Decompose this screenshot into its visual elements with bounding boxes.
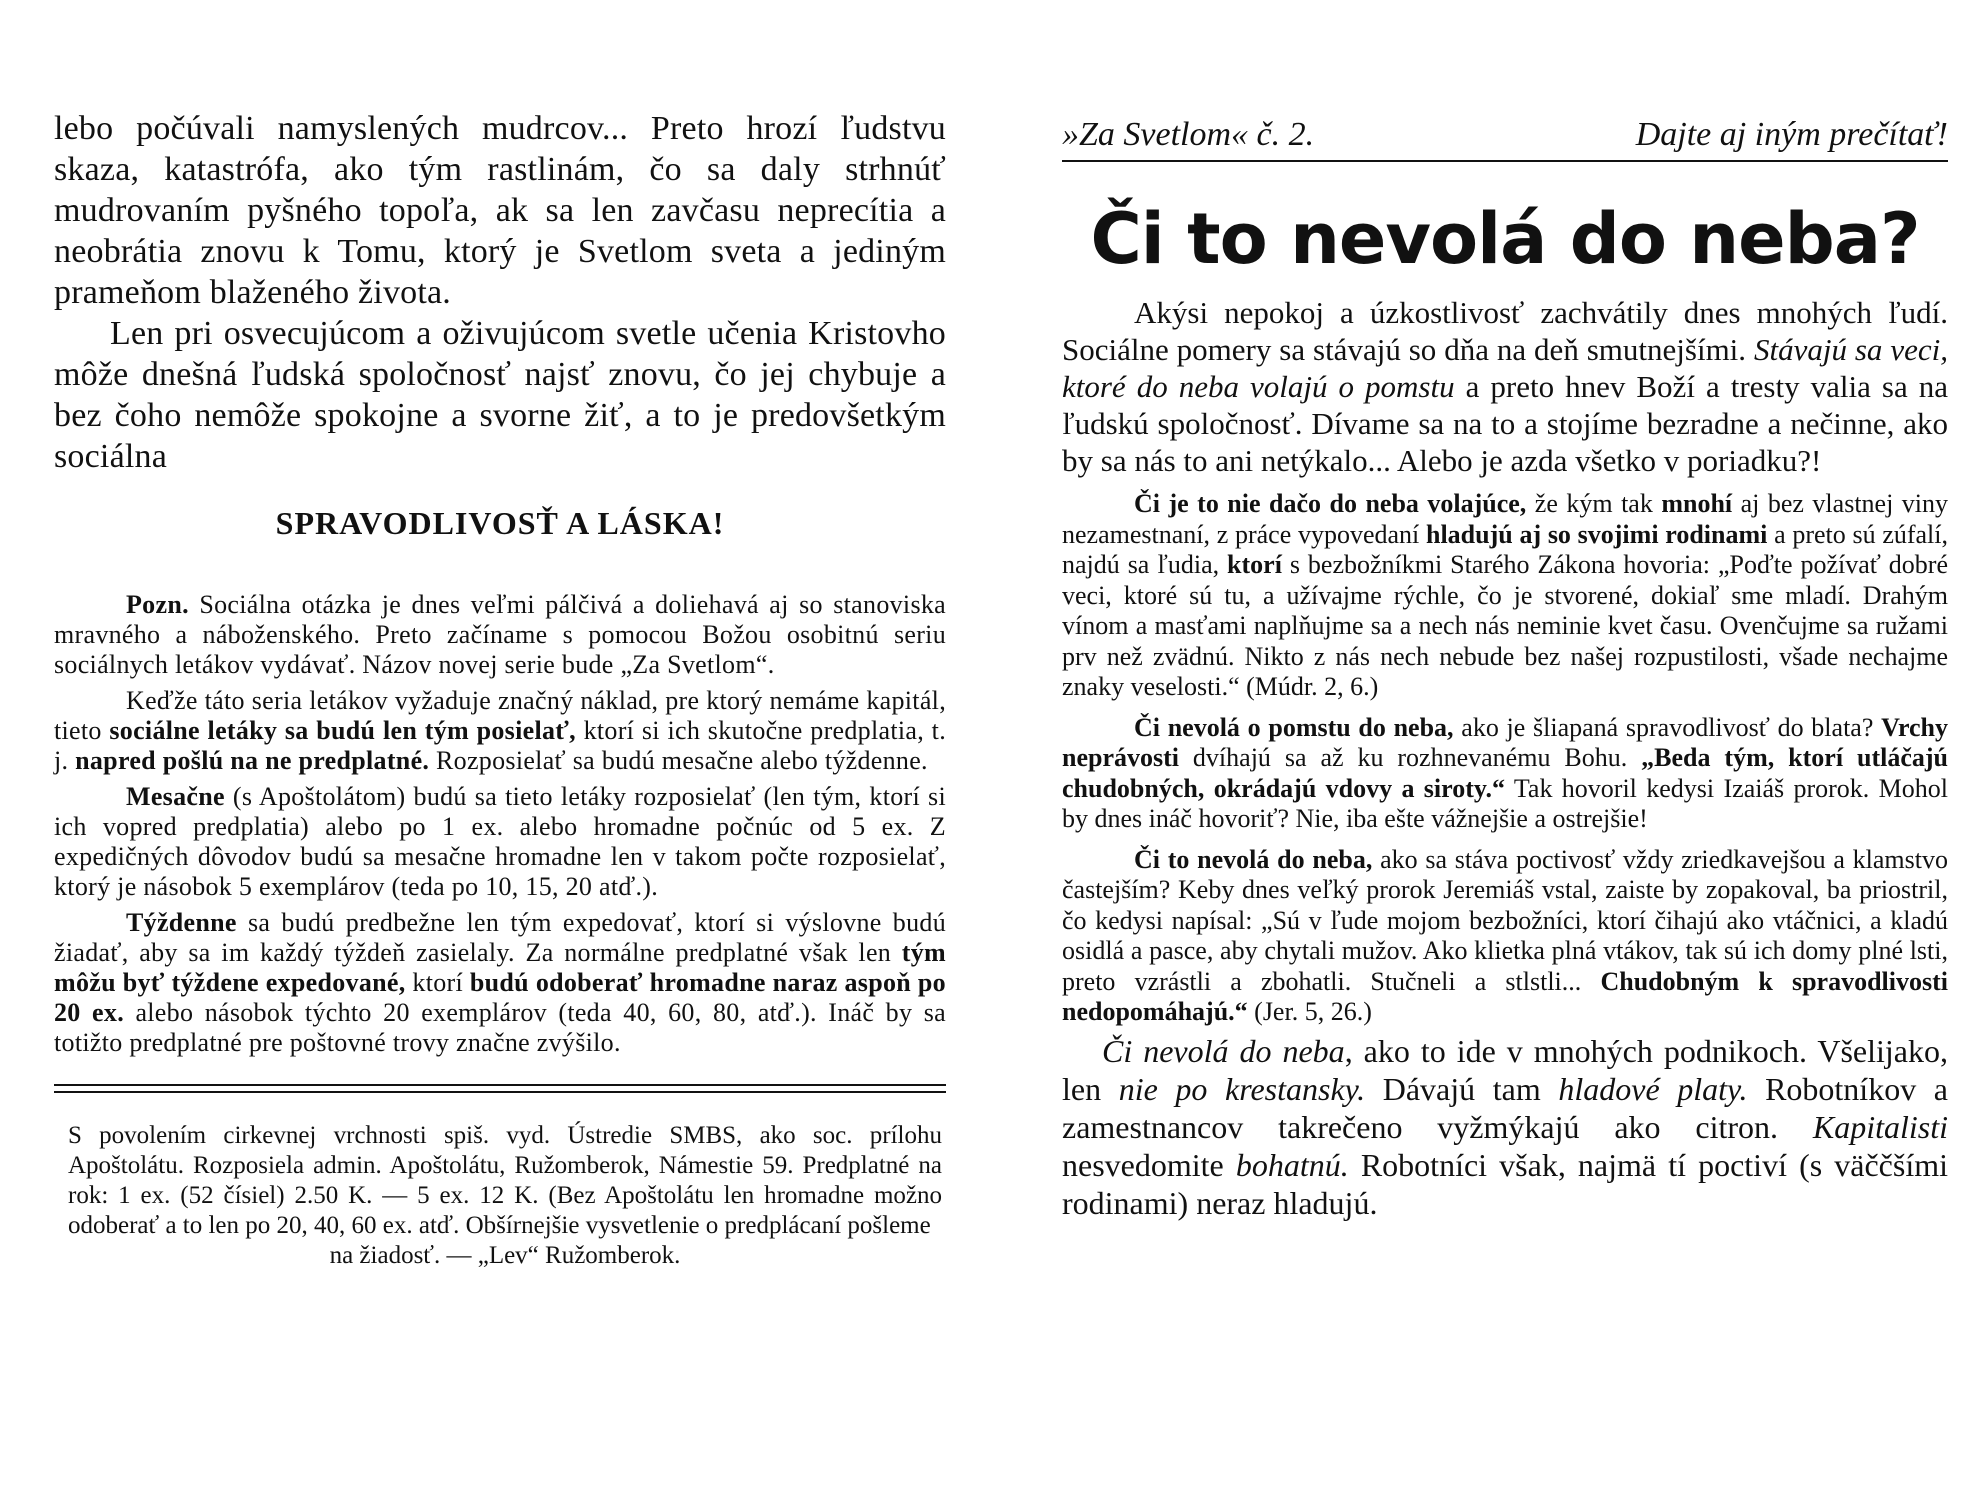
running-header — [1062, 116, 1948, 162]
share-slogan: Dajte aj iným prečítať! — [1635, 116, 1948, 153]
paragraph-christ-light: Len pri osvecujúcom a oživujúcom svetle učenia Kristovho môže dnešná ľudská spoločnosť najsť znovu, čo jej chybuje a bez čoho nemôže spokojne a svorne žiť, a to je predovšetkým sociálna — [54, 315, 946, 475]
series-issue-label: »Za Svetlom« č. 2. — [1062, 116, 1315, 153]
paragraph-justice: Či nevolá o pomstu do neba, ako je šliapaná spravodlivosť do blata? Vrchy neprávosti dvíhajú sa až ku rozhnevanému Bohu. „Beda tým, ktorí utláčajú chudobných, okrádajú vdovy a siroty.“ Tak hovoril kedysi Izaiáš prorok. Mohol by dnes ináč hovoriť? Nie, iba ešte vážnejšie a ostrejšie! — [1062, 712, 1949, 833]
motto-heading: SPRAVODLIVOSŤ A LÁSKA! — [275, 505, 725, 541]
paragraph-honesty: Či to nevolá do neba, ako sa stáva poctivosť vždy zriedkavejšou a klamstvo častejším? Keby dnes veľký prorok Jeremiáš vstal, zaiste by zopakoval, ba priostril, čo kedysi napísal: „Sú v ľude mojom bezbožníci, ktorí čihajú ako vtáčnici, a kladú osidlá a pasce, aby chytali mužov. Ako klietka plná vtákov, tak sú ich domy plné lsti, preto vzrástli a zbohatli. Stučneli a stlstli... Chudobným k spravodlivosti nedopomáhajú.“ (Jer. 5, 26.) — [1062, 844, 1948, 1026]
note-paragraph-weekly: Týždenne sa budú predbežne len tým expedovať, ktorí si výslovne budú žiadať, aby sa im každý týždeň zasielaly. Za normálne predplatné však len tým môžu byť týždene expedované, ktorí budú odoberať hromadne naraz aspoň po 20 ex. alebo násobok týchto 20 exemplárov (teda 40, 60, 80, atď.). Ináč by sa totižto predplatné pre poštovné trovy značne zvýšilo. — [54, 908, 946, 1057]
imprint — [54, 1121, 946, 1271]
note-section — [54, 590, 946, 1058]
paragraph-continuation: lebo počúvali namyslených mudrcov... Preto hrozí ľudstvu skaza, katastrófa, ako tým rastlinám, čo sa daly strhnúť mudrovaním pyšného topoľa, ak sa len zavčasu neprecítia a neobrátia znovu k Tomu, ktorý je Svetlom sveta a jediným prameňom blaženého života. — [54, 110, 946, 311]
double-rule-divider — [54, 1084, 946, 1093]
lead-paragraph: Akýsi nepokoj a úzkostlivosť zachvátily dnes mnohých ľudí. Sociálne pomery sa stávajú so dňa na deň smutnejšími. Stávajú sa veci, ktoré do neba volajú o pomstu a preto hnev Boží a tresty valia sa na ľudskú spoločnosť. Dívame sa na to a stojíme bezradne a nečinne, ako by sa nás to ani netýkalo... Alebo je azda všetko v poriadku?! — [1062, 295, 1948, 478]
paragraph-unemployed: Či je to nie dačo do neba volajúce, že kým tak mnohí aj bez vlastnej viny nezamestnaní, z práce vypovedaní hladujú aj so svojimi rodinami a preto sú zúfalí, najdú sa ľudia, ktorí s bezbožníkmi Starého Zákona hovoria: „Poďte požívať dobré veci, ktoré sú tu, a užívajme rýchle, čo je stvorené, dokiaľ sme mladí. Drahým vínom a masťami naplňujme sa a nech nás neminie kvet času. Ovenčujme sa ružami prv než zvädnú. Nikto z nás nech nebude bez našej rozpustilosti, všade nechajme znaky veselosti.“ (Múdr. 2, 6.) — [1062, 489, 1949, 701]
imprint-last-line: na žiadosť. — „Lev“ Ružomberok. — [329, 1242, 681, 1269]
note-paragraph-monthly: Mesačne (s Apoštolátom) budú sa tieto letáky rozposielať (len tým, ktorí si ich vopred predplatia) alebo po 1 ex. alebo hromadne počnúc od 5 ex. Z expedičných dôvodov budú sa mesačne hromadne len v takom počte rozposielať, ktorý je násobok 5 exemplárov (teda po 10, 15, 20 atď.). — [54, 782, 946, 901]
right-page — [994, 0, 1988, 1500]
note-paragraph-intro: Pozn. Sociálna otázka je dnes veľmi pálčivá a doliehavá aj so stanoviska mravného a náboženského. Preto začíname s pomocou Božou osobitnú seriu sociálnych letákov vydávať. Názov novej serie bude „Za Svetlom“. — [54, 590, 946, 679]
note-paragraph-cost: Keďže táto seria letákov vyžaduje značný náklad, pre ktorý nemáme kapitál, tieto sociálne letáky sa budú len tým posielať, ktorí si ich skutočne predplatia, t. j. napred pošlú na ne predplatné. Rozposielať sa budú mesačne alebo týždenne. — [54, 686, 946, 775]
note-label: Pozn. — [126, 590, 189, 619]
page-title: Či to nevolá do neba? — [1090, 198, 1920, 280]
imprint-text: S povolením cirkevnej vrchnosti spiš. vyd. Ústredie SMBS, ako soc. prílohu Apoštolátu. Rozposiela admin. Apoštolátu, Ružomberok, Námestie 59. Predplatné na rok: 1 ex. (52 čísiel) 2.50 K. — 5 ex. 12 K. (Bez Apoštolátu len hromadne možno odoberať a to len po 20, 40, 60 ex. atď. Obšírnejšie vysvetlenie o predplácaní pošleme — [68, 1122, 942, 1239]
paragraph-businesses: Či nevolá do neba, ako to ide v mnohých podnikoch. Všelijako, len nie po krestansky. Dávajú tam hladové platy. Robotníkov a zamestnancov takrečeno vyžmýkajú ako citron. Kapitalisti nesvedomite bohatnú. Robotníci však, najmä tí poctiví (s väččšími rodinami) neraz hladujú. — [1062, 1032, 1949, 1221]
